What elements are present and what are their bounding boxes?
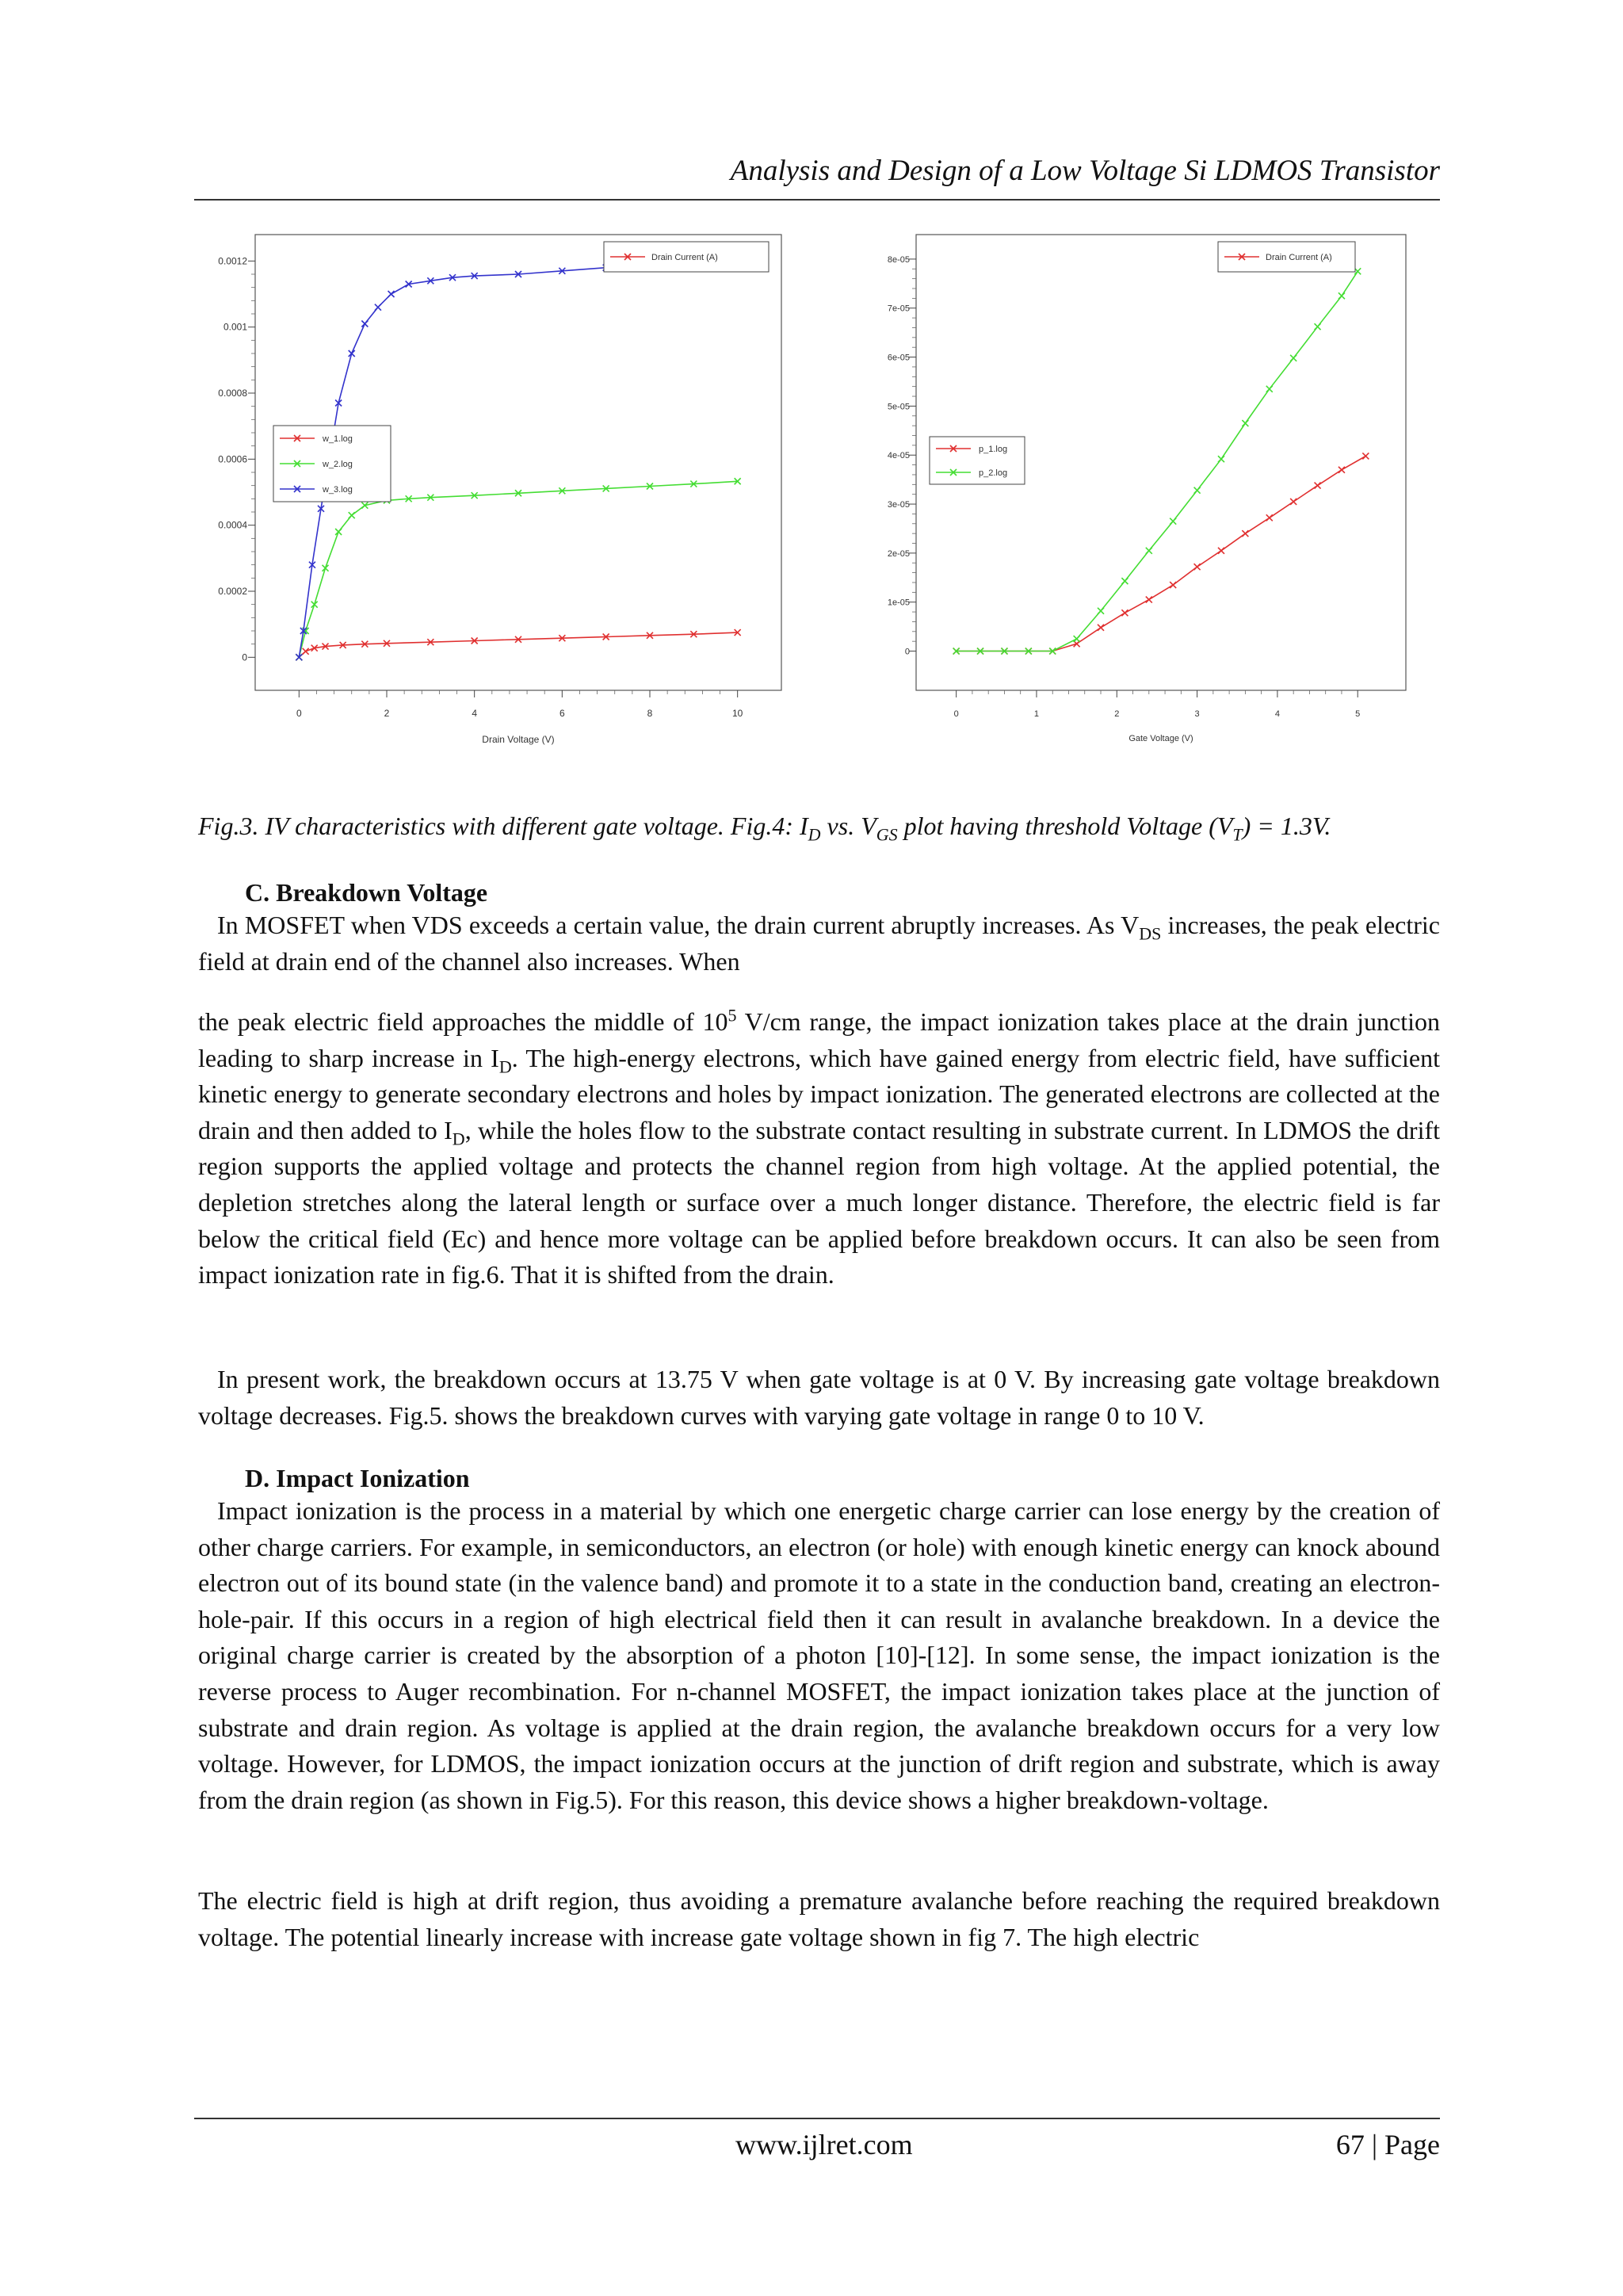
fig4-y-tick-label-1: 1e-05 [887,598,910,608]
figure-4-id-vs-vgs [864,218,1419,765]
section-d-paragraph-1: Impact ionization is the process in a material by which one energetic charge carrier can lose energy by the creation of other charge carriers. For example, in semiconductors, an electron (or hole) with enough kinetic energy can knock abound electron out of its bound state (in the valence band) and promote it to a state in the conduction band, creating an electron-hole-pair. If this occurs in a region of high electrical field then it can result in avalanche breakdown. In a device the original charge carrier is created by the absorption of a photon [10]-[12]. In some sense, the impact ionization is the reverse process to Auger recombination. For n-channel MOSFET, the impact ionization takes place at the junction of substrate and drain region. As voltage is applied at the drain region, the avalanche breakdown occurs for a very low voltage. However, for LDMOS, the impact ionization occurs at the junction of drift region and substrate, which is away from the drain region (as shown in Fig.5). For this reason, this device shows a higher breakdown-voltage. [198,1496,1440,1814]
section-c-paragraph-2: the peak electric field approaches the middle of $10^5$ V/cm range, the impact ionization takes place at the drain junction leading to sharp increase in $I_D$. The high-energy electrons, which have gained energy from electric field, have sufficient kinetic energy to generate secondary electrons and holes by impact ionization. The generated electrons are collected at the drain and then added to $I_D$, while the holes flow to the substrate contact resulting in substrate current. In LDMOS the drift region supports the applied voltage and protects the channel region from high voltage. At the applied potential, the depletion stretches along the lateral length or surface over a much longer distance. Therefore, the electric field is far below the critical field (Ec) and hence more voltage can be applied before breakdown occurs. It can also be seen from impact ionization rate in fig.6. That it is shifted from the drain. [198,1005,1441,1289]
fig4-legend-series-label-0: p_1.log [979,445,1008,454]
footer-rule [194,2118,1440,2119]
section-c-paragraph-1: In MOSFET when VDS exceeds a certain value, the drain current abruptly increases. As $V_{DS}$ increases, the peak electric field at drain end of the channel also increases. When [198,911,1441,976]
fig3-y-tick-label-3: 0.0006 [218,453,247,465]
figure-3-iv-characteristics [198,218,800,765]
fig4-y-tick-label-5: 5e-05 [887,402,910,412]
fig3-legend-top [604,242,769,272]
fig4-y-tick-label-0: 0 [904,647,910,657]
fig4-x-tick-label-1: 1 [1033,709,1040,719]
fig3-x-tick-label-4: 8 [647,708,653,719]
fig3-legend-top-label: Drain Current (A) [651,253,718,262]
fig3-legend-series [273,426,391,502]
fig4-y-axis [888,255,916,657]
fig4-legend-series-label-1: p_2.log [979,468,1008,478]
footer-page-number: 67 | Page [1335,2129,1440,2160]
fig3-legend-series-label-0: w_1.log [323,434,353,444]
fig3-x-tick-label-2: 4 [472,708,478,719]
fig3-x-axis-label: Drain Voltage (V) [482,734,555,745]
fig4-x-tick-label-0: 0 [953,709,959,719]
fig4-legend-series [930,437,1025,484]
section-d-paragraph-2: The electric field is high at drift region, thus avoiding a premature avalanche before reaching the required breakdown voltage. The potential linearly increase with increase gate voltage shown in fig 7. The high electric [198,1886,1440,1951]
figure-caption: Fig.3. IV characteristics with different gate voltage. Fig.4: $I_D$ vs. $V_{GS}$ plot having threshold Voltage $(V_T) = 1.3V$. [198,812,1331,845]
fig4-y-tick-label-8: 8e-05 [887,254,910,265]
fig3-y-tick-label-5: 0.001 [223,321,247,333]
fig4-y-tick-label-7: 7e-05 [887,304,910,314]
fig3-y-tick-label-1: 0.0002 [218,586,247,597]
fig3-x-tick-label-1: 2 [384,708,390,719]
section-c-paragraph-3: In present work, the breakdown occurs at 13.75 V when gate voltage is at 0 V. By increasing gate voltage breakdown voltage decreases. Fig.5. shows the breakdown curves with varying gate voltage in range 0 to 10 V. [198,1365,1440,1430]
fig4-x-tick-label-4: 4 [1274,709,1280,719]
fig3-y-axis [218,255,255,663]
section-c-heading: C. Breakdown Voltage [245,878,488,907]
fig3-y-tick-label-0: 0 [242,651,247,663]
footer-website: www.ijlret.com [735,2129,913,2160]
fig3-x-tick-label-0: 0 [296,708,302,719]
header-rule [194,199,1440,201]
fig3-y-tick-label-4: 0.0008 [218,388,247,399]
section-d-heading: D. Impact Ionization [245,1464,470,1492]
fig3-y-tick-label-2: 0.0004 [218,519,247,531]
fig3-x-tick-label-3: 6 [559,708,565,719]
fig4-y-tick-label-4: 4e-05 [887,451,910,461]
fig3-x-axis [296,690,743,719]
fig3-y-tick-label-6: 0.0012 [218,255,247,267]
chart-drain-current-vs-drain-voltage [198,218,800,765]
fig3-legend-series-label-1: w_2.log [323,460,353,469]
fig4-y-tick-label-6: 6e-05 [887,353,910,363]
fig4-y-tick-label-2: 2e-05 [887,548,910,559]
fig4-x-tick-label-3: 3 [1194,709,1200,719]
chart-drain-current-vs-gate-voltage [864,218,1419,765]
fig3-x-tick-label-5: 10 [731,708,743,719]
fig4-legend-top [1218,242,1355,272]
fig3-legend-series-label-2: w_3.log [323,485,353,495]
fig4-legend-series-box [930,437,1025,484]
running-header: Analysis and Design of a Low Voltage Si LDMOS Transistor [730,155,1440,187]
fig4-x-axis-label: Gate Voltage (V) [1128,734,1193,743]
fig4-x-axis [954,690,1361,719]
fig4-x-tick-label-5: 5 [1355,709,1361,719]
fig4-y-tick-label-3: 3e-05 [887,500,910,510]
fig4-legend-top-label: Drain Current (A) [1266,253,1332,262]
fig4-x-tick-label-2: 2 [1114,709,1120,719]
